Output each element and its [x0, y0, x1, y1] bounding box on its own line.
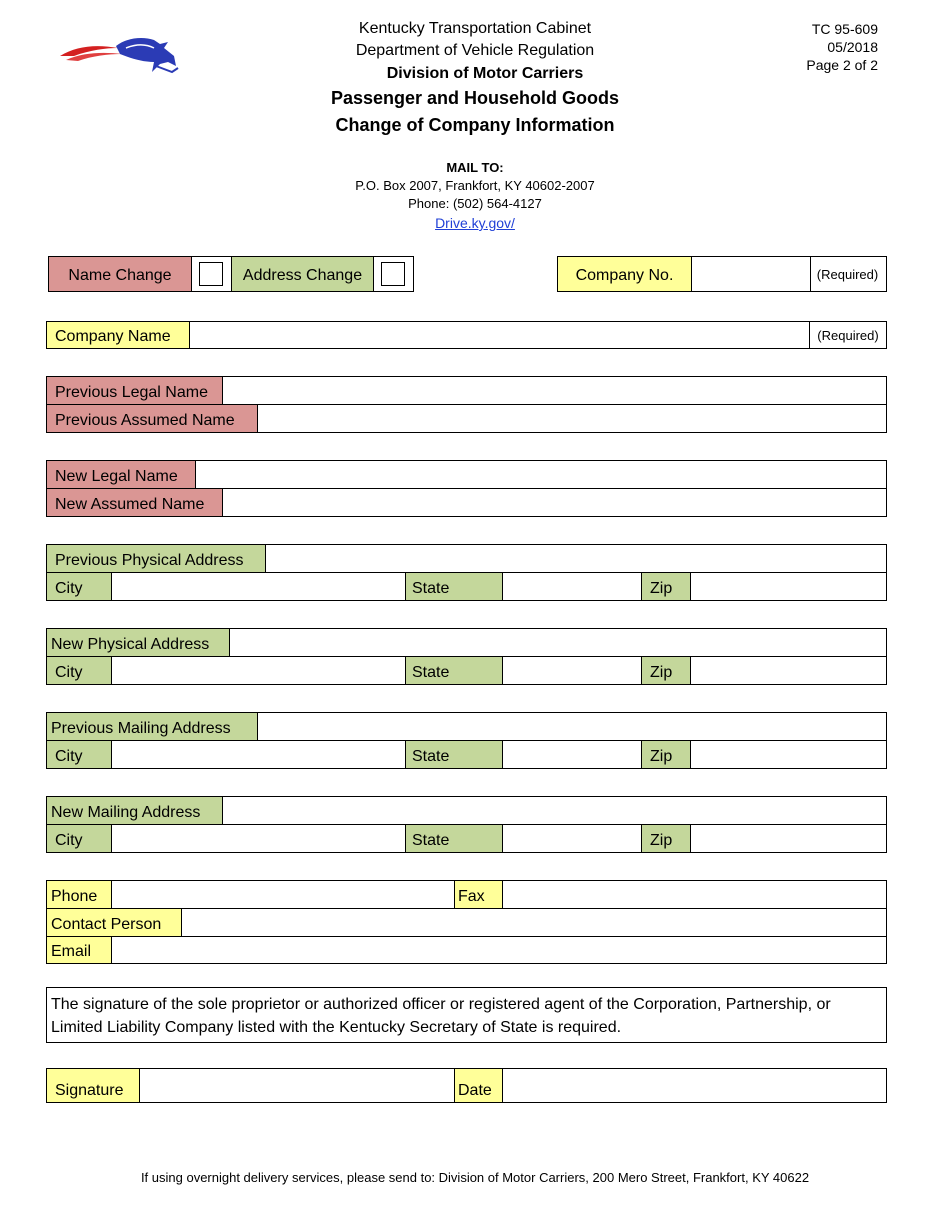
new-physical-address-label: New Physical Address [47, 629, 230, 656]
city-label: City [47, 741, 112, 768]
state-label: State [406, 741, 503, 768]
company-name-label: Company Name [47, 322, 190, 348]
state-label: State [406, 825, 503, 852]
name-change-checkbox-cell [192, 257, 232, 291]
state-label: State [406, 657, 503, 684]
overnight-delivery-note: If using overnight delivery services, please send to: Division of Motor Carriers, 200 Mero Street, Frankfort, KY 40622 [140, 1170, 810, 1185]
address-change-label: Address Change [232, 257, 374, 291]
zip-input[interactable] [691, 657, 886, 684]
previous-assumed-name-input[interactable] [258, 405, 886, 432]
new-legal-name-input[interactable] [196, 461, 886, 488]
mail-phone: Phone: (502) 564-4127 [408, 196, 542, 211]
city-label: City [47, 573, 112, 600]
company-name-required: (Required) [809, 322, 886, 348]
new-assumed-name-label: New Assumed Name [47, 489, 223, 516]
new-mailing-address-row [46, 796, 887, 825]
company-no-input[interactable] [692, 257, 811, 291]
zip-label: Zip [642, 657, 691, 684]
previous-legal-name-input[interactable] [223, 377, 886, 404]
phone-fax-row [46, 880, 887, 909]
phone-label: Phone [47, 881, 112, 908]
signature-input[interactable] [140, 1069, 455, 1102]
previous-mailing-address-input[interactable] [258, 713, 886, 740]
state-label: State [406, 573, 503, 600]
email-label: Email [47, 937, 112, 963]
form-date: 05/2018 [827, 39, 878, 55]
city-input[interactable] [112, 741, 406, 768]
signature-row [46, 1068, 887, 1103]
new-legal-name-row [46, 460, 887, 489]
signature-note [46, 987, 887, 1043]
previous-mailing-address-label: Previous Mailing Address [47, 713, 258, 740]
state-input[interactable] [503, 657, 642, 684]
agency-name: Kentucky Transportation Cabinet [358, 20, 592, 37]
new-assumed-name-input[interactable] [223, 489, 886, 516]
previous-legal-name-row [46, 376, 887, 405]
state-input[interactable] [503, 573, 642, 600]
new-mailing-address-label: New Mailing Address [47, 797, 223, 824]
city-label: City [47, 825, 112, 852]
company-no-row [557, 256, 887, 292]
website-line [0, 215, 950, 231]
zip-label: Zip [642, 741, 691, 768]
mail-address: P.O. Box 2007, Frankfort, KY 40602-2007 [355, 178, 595, 193]
new-legal-name-label: New Legal Name [47, 461, 196, 488]
zip-label: Zip [642, 825, 691, 852]
company-name-input[interactable] [190, 322, 809, 348]
previous-physical-city-row [46, 572, 887, 601]
date-label: Date [455, 1069, 503, 1102]
previous-physical-address-input[interactable] [266, 545, 886, 572]
company-no-label: Company No. [558, 257, 692, 291]
previous-mailing-city-row [46, 740, 887, 769]
city-label: City [47, 657, 112, 684]
page-number: Page 2 of 2 [806, 57, 878, 73]
form-title-line1: Passenger and Household Goods [330, 88, 620, 108]
division-name: Division of Motor Carriers [386, 65, 584, 82]
address-change-checkbox[interactable] [381, 262, 405, 286]
new-physical-address-row [46, 628, 887, 657]
address-change-checkbox-cell [374, 257, 414, 291]
new-physical-city-row [46, 656, 887, 685]
previous-assumed-name-row [46, 404, 887, 433]
email-row [46, 936, 887, 964]
company-no-required: (Required) [816, 266, 879, 282]
fax-label: Fax [455, 881, 503, 908]
zip-input[interactable] [691, 825, 886, 852]
zip-label: Zip [642, 573, 691, 600]
fax-input[interactable] [503, 881, 886, 908]
name-change-checkbox[interactable] [199, 262, 223, 286]
city-input[interactable] [112, 825, 406, 852]
mail-to-label: MAIL TO: [446, 160, 504, 175]
contact-person-input[interactable] [182, 909, 886, 936]
change-type-row [48, 256, 414, 292]
company-name-row [46, 321, 887, 349]
phone-input[interactable] [112, 881, 455, 908]
contact-person-label: Contact Person [47, 909, 182, 936]
signature-label: Signature [47, 1069, 140, 1102]
website-link[interactable]: Drive.ky.gov/ [435, 215, 515, 231]
form-title-line2: Change of Company Information [335, 115, 615, 135]
previous-assumed-name-label: Previous Assumed Name [47, 405, 258, 432]
previous-physical-address-label: Previous Physical Address [47, 545, 266, 572]
form-id-block [806, 20, 878, 74]
previous-legal-name-label: Previous Legal Name [47, 377, 223, 404]
new-mailing-city-row [46, 824, 887, 853]
contact-person-row [46, 908, 887, 937]
city-input[interactable] [112, 573, 406, 600]
zip-input[interactable] [691, 573, 886, 600]
new-mailing-address-input[interactable] [223, 797, 886, 824]
date-input[interactable] [503, 1069, 886, 1102]
previous-physical-address-row [46, 544, 887, 573]
state-input[interactable] [503, 741, 642, 768]
new-physical-address-input[interactable] [230, 629, 886, 656]
state-input[interactable] [503, 825, 642, 852]
name-change-label: Name Change [49, 257, 192, 291]
previous-mailing-address-row [46, 712, 887, 741]
city-input[interactable] [112, 657, 406, 684]
signature-note-text: The signature of the sole proprietor or authorized officer or registered agent of the Corporation, Partnership, or Limited Liability Company listed with the Kentucky Secretary of State is required. [51, 996, 831, 1036]
department-name: Department of Vehicle Regulation [355, 42, 595, 59]
zip-input[interactable] [691, 741, 886, 768]
form-number: TC 95-609 [811, 21, 878, 37]
email-input[interactable] [112, 937, 886, 963]
new-assumed-name-row [46, 488, 887, 517]
